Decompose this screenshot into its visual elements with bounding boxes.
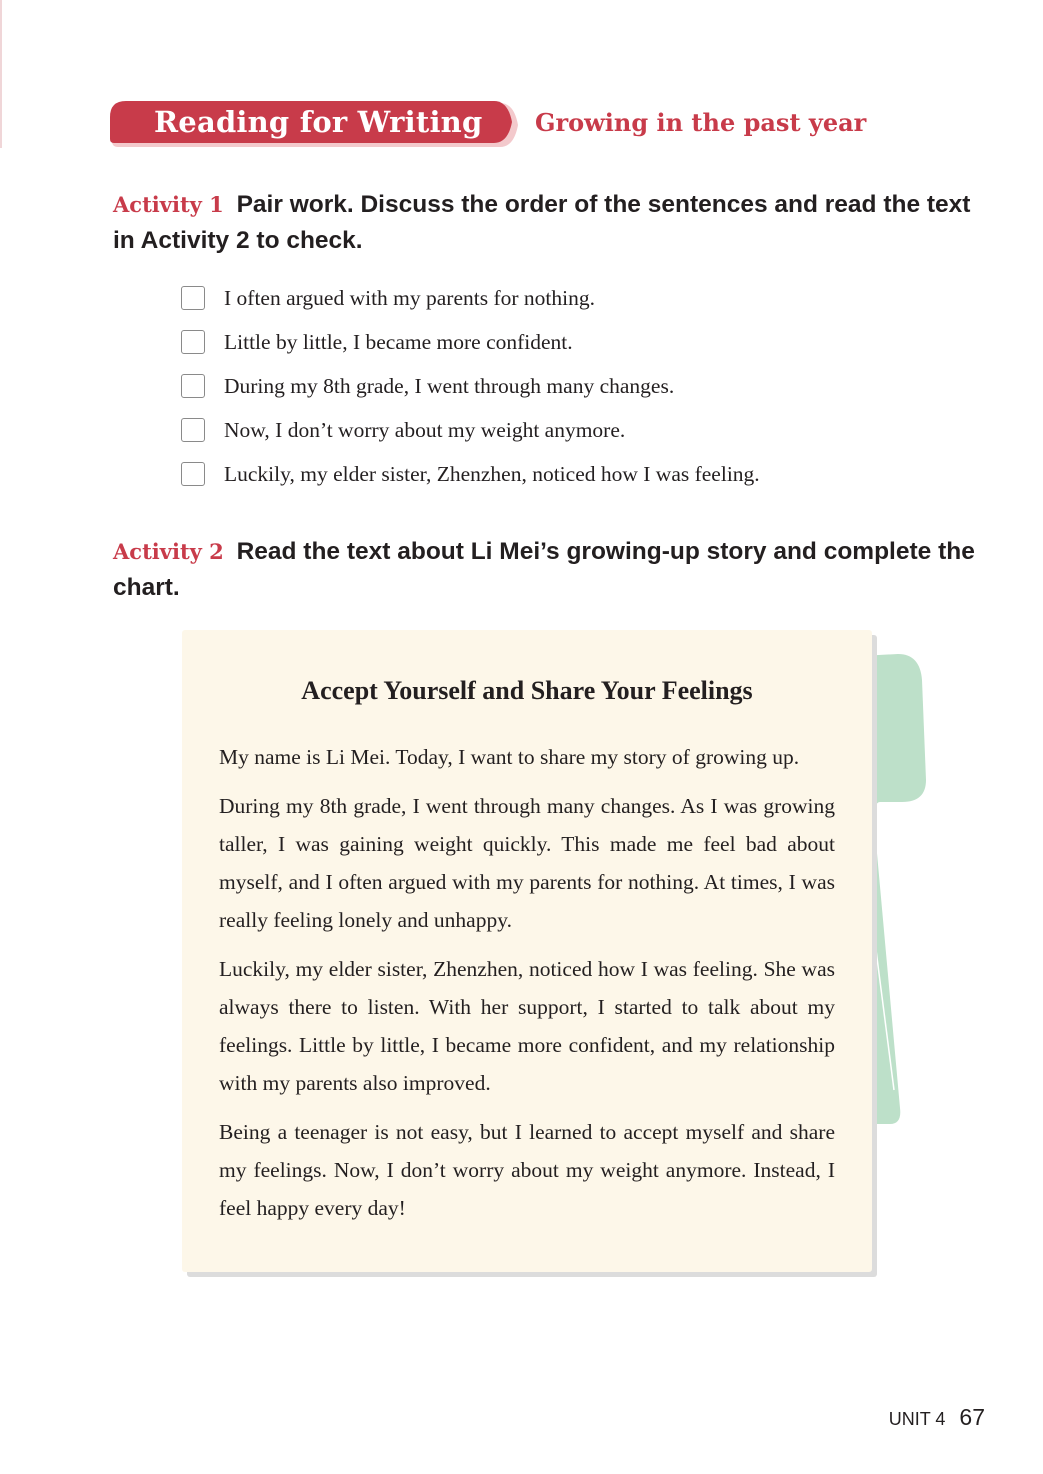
page-footer: [889, 1404, 985, 1431]
reading-paragraph: During my 8th grade, I went through many changes. As I was growing taller, I was gaining weight quickly. This made me feel bad about myself, and I often argued with my parents for nothing. At times, I was really feeling lonely and unhappy.: [219, 794, 835, 932]
list-item-text: During my 8th grade, I went through many changes.: [224, 373, 675, 398]
reading-body: [219, 738, 835, 1238]
activity-2-instruction: Read the text about Li Mei’s growing-up story and complete the chart.: [113, 538, 975, 601]
ordering-checklist: [181, 276, 760, 496]
reading-paragraph: Being a teenager is not easy, but I learned to accept myself and share my feelings. Now, I don’t worry about my weight anymore. Instead, I feel happy every day!: [219, 1120, 835, 1220]
list-item-text: I often argued with my parents for nothing.: [224, 285, 595, 310]
activity-2-heading: [113, 534, 983, 606]
list-item: [181, 364, 760, 408]
reading-title: Accept Yourself and Share Your Feelings: [301, 676, 753, 705]
list-item: [181, 408, 760, 452]
page-edge-mark: [0, 0, 2, 148]
list-item-text: Luckily, my elder sister, Zhenzhen, noticed how I was feeling.: [224, 461, 760, 486]
section-banner: [110, 101, 518, 149]
banner-label: Reading for Writing: [154, 105, 483, 139]
page-number: 67: [959, 1404, 985, 1430]
activity-1-heading: [113, 187, 983, 259]
order-checkbox[interactable]: [181, 418, 205, 442]
list-item-text: Now, I don’t worry about my weight anymore.: [224, 417, 626, 442]
order-checkbox[interactable]: [181, 330, 205, 354]
list-item: [181, 452, 760, 496]
order-checkbox[interactable]: [181, 462, 205, 486]
section-subtitle: Growing in the past year: [535, 108, 867, 137]
reading-paragraph: Luckily, my elder sister, Zhenzhen, noticed how I was feeling. She was always there to listen. With her support, I started to talk about my feelings. Little by little, I became more confident, and my relationship with my parents also improved.: [219, 957, 835, 1095]
reading-paragraph: My name is Li Mei. Today, I want to share my story of growing up.: [219, 745, 800, 769]
list-item: [181, 276, 760, 320]
unit-label: UNIT 4: [888, 1409, 946, 1429]
activity-1-instruction: Pair work. Discuss the order of the sentences and read the text in Activity 2 to check.: [113, 191, 971, 254]
reading-card: [182, 630, 872, 1272]
list-item-text: Little by little, I became more confident.: [224, 329, 573, 354]
list-item: [181, 320, 760, 364]
activity-2-tag: Activity 2: [113, 539, 224, 564]
activity-1-tag: Activity 1: [113, 192, 224, 217]
order-checkbox[interactable]: [181, 286, 205, 310]
order-checkbox[interactable]: [181, 374, 205, 398]
